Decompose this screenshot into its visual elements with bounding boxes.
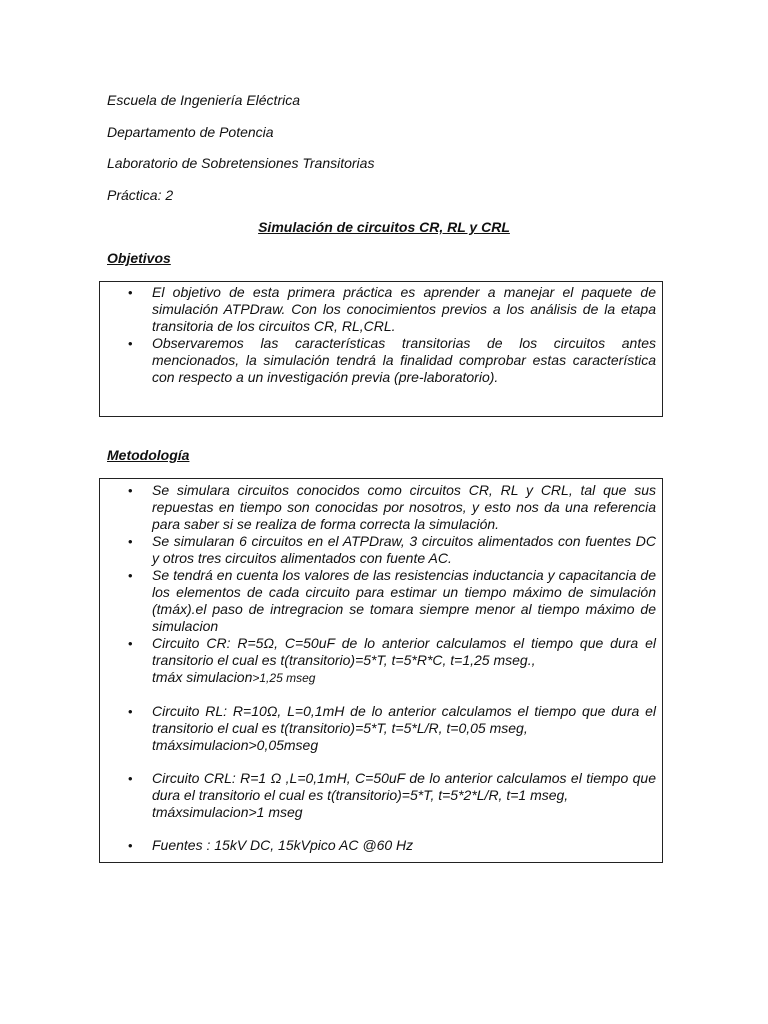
bullet-icon: • xyxy=(128,534,133,549)
circuito-cr-tmax-label: tmáx simulacion xyxy=(152,669,253,685)
bullet-icon: • xyxy=(128,285,133,300)
laboratory-name: Laboratorio de Sobretensiones Transitorias xyxy=(107,155,375,171)
bullet-icon: • xyxy=(128,336,133,351)
objetivos-box xyxy=(99,281,663,417)
objetivos-item xyxy=(100,335,662,386)
objetivos-item-text: El objetivo de esta primera práctica es aprender a manejar el paquete de simulación ATPDraw. Con los conocimientos previos a los análisis de la etapa transitoria de los circuitos CR, RL,CRL. xyxy=(152,284,656,334)
department-name: Departamento de Potencia xyxy=(107,124,274,140)
practice-number: Práctica: 2 xyxy=(107,187,174,203)
bullet-icon: • xyxy=(128,838,133,853)
metodologia-list xyxy=(100,482,662,854)
bullet-icon: • xyxy=(128,771,133,786)
circuito-rl-text: Circuito RL: R=10Ω, L=0,1mH de lo anterior calculamos el tiempo que dura el transitorio el cual es t(transitorio)=5*T, t=5*L/R, t=0,05 mseg, xyxy=(152,703,656,736)
bullet-icon: • xyxy=(128,704,133,719)
metodologia-item xyxy=(100,533,662,567)
metodologia-item xyxy=(100,482,662,533)
school-name: Escuela de Ingeniería Eléctrica xyxy=(107,92,300,108)
objetivos-heading: Objetivos xyxy=(107,250,171,266)
fuentes-item xyxy=(100,837,662,854)
circuito-cr-text: Circuito CR: R=5Ω, C=50uF de lo anterior calculamos el tiempo que dura el transitorio el cual es t(transitorio)=5*T, t=5*R*C, t=1,25 mseg., xyxy=(152,635,656,668)
metodologia-item-text: Se tendrá en cuenta los valores de las resistencias inductancia y capacitancia de los elementos de cada circuito para estimar un tiempo máximo de simulación (tmáx).el paso de intregracion se tomara siempre menor al tiempo máximo de simulacion xyxy=(152,567,656,634)
metodologia-item-text: Se simularan 6 circuitos en el ATPDraw, 3 circuitos alimentados con fuentes DC y otros tres circuitos alimentados con fuente AC. xyxy=(152,533,656,566)
circuito-crl-tmax: tmáxsimulacion>1 mseg xyxy=(152,804,303,820)
bullet-icon: • xyxy=(128,568,133,583)
document-title: Simulación de circuitos CR, RL y CRL xyxy=(258,219,510,235)
circuito-cr-tmax-value: >1,25 mseg xyxy=(252,671,316,685)
bullet-icon: • xyxy=(128,636,133,651)
metodologia-item-text: Se simulara circuitos conocidos como circuitos CR, RL y CRL, tal que sus repuestas en tiempo son conocidas por nosotros, y esto nos da una referencia para saber si se realiza de forma correcta la simulación. xyxy=(152,482,656,532)
bullet-icon: • xyxy=(128,483,133,498)
objetivos-item-text: Observaremos las características transitorias de los circuitos antes mencionados, la simulación tendrá la finalidad comprobar estas característica con respecto a un investigación previa (pre-laboratorio). xyxy=(152,335,656,385)
circuito-crl-text: Circuito CRL: R=1 Ω ,L=0,1mH, C=50uF de lo anterior calculamos el tiempo que dura el transitorio el cual es t(transitorio)=5*T, t=5*2*L/R, t=1 mseg, xyxy=(152,770,656,803)
circuito-rl-tmax: tmáxsimulacion>0,05mseg xyxy=(152,737,319,753)
circuito-rl-item xyxy=(100,703,662,754)
fuentes-text: Fuentes : 15kV DC, 15kVpico AC @60 Hz xyxy=(152,837,414,853)
circuito-cr-item xyxy=(100,635,662,687)
objetivos-list xyxy=(100,284,662,386)
metodologia-item xyxy=(100,567,662,635)
metodologia-box xyxy=(99,478,663,863)
metodologia-heading: Metodología xyxy=(107,447,190,463)
circuito-crl-item xyxy=(100,770,662,821)
objetivos-item xyxy=(100,284,662,335)
